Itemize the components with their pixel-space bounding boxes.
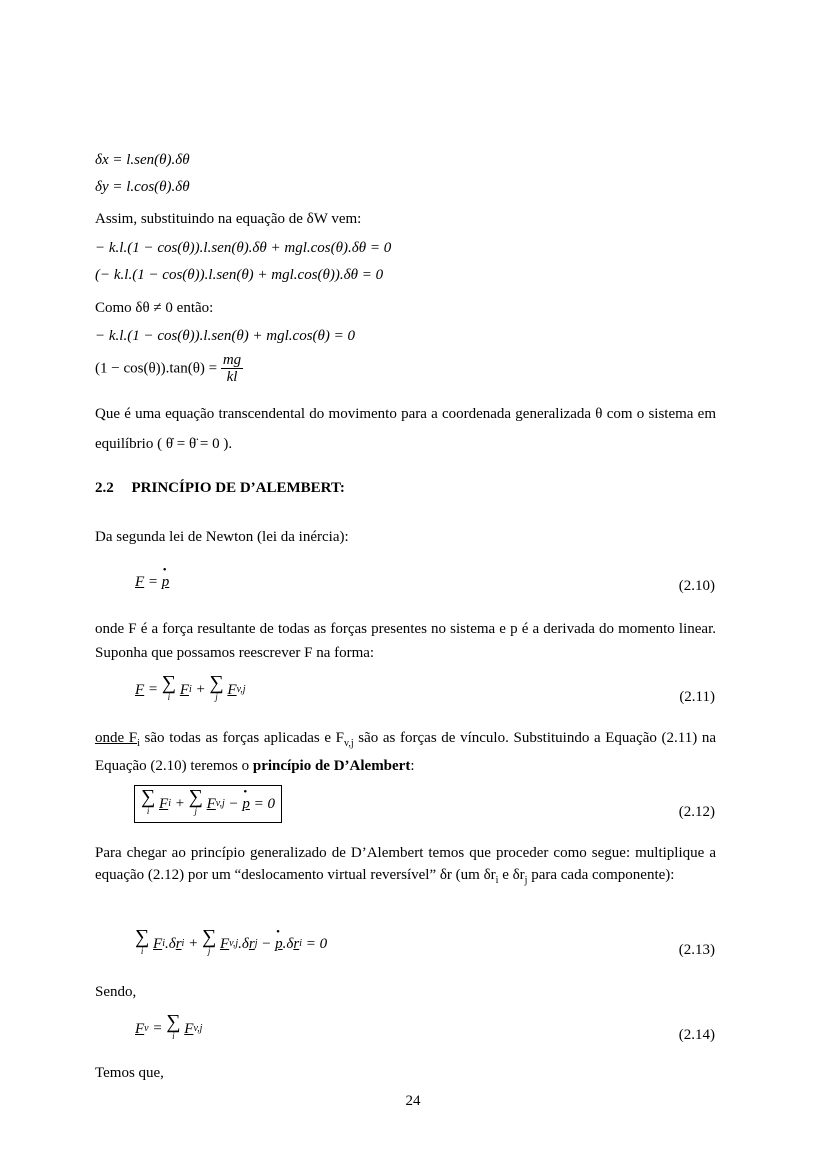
page-number: 24: [405, 1093, 421, 1109]
equation-2-14: Fv = ∑ i Fv,j: [135, 1011, 203, 1041]
paragraph-temos: Temos que,: [95, 1065, 164, 1081]
equation-number-2-11: (2.11): [679, 689, 715, 705]
equation-condition-2: [95, 352, 243, 385]
equation-2-11: F = ∑ i Fi + ∑ j Fv,j: [135, 672, 246, 702]
fraction-denominator: kl: [226, 369, 238, 385]
equation-number-2-12: (2.12): [678, 804, 715, 820]
equation-number-2-10: (2.10): [678, 578, 715, 594]
paragraph-onde-2: onde $F_i$ são todas as forças aplicadas e $F_{v,j}$ são as forças de vínculo. Substituindo a Equação (2.11) na Equação (2.10) teremos o princípio de D’Alembert:: [95, 730, 716, 774]
paragraph-newton: Da segunda lei de Newton (lei da inércia):: [95, 529, 349, 545]
paragraph-para: Para chegar ao princípio generalizado de D’Alembert temos que proceder como segue: multiplique a equação (2.12) por um “deslocamento virtual reversível” δr (um $\delta r_i$ e $\delta r_j$ para cada componente):: [95, 845, 716, 886]
equation-2-10: F = • p: [135, 572, 169, 592]
equation-number-2-14: (2.14): [678, 1027, 715, 1043]
paragraph-onde-1: onde F é a força resultante de todas as forças presentes no sistema e p é a derivada do momento linear. Suponha que possamos reescrever F na forma:: [95, 621, 716, 661]
paragraph-assim: Assim, substituindo na equação de δW vem:: [95, 211, 362, 227]
equation-number-2-13: (2.13): [678, 942, 715, 958]
equation-2-12: ∑ i Fi + ∑ j Fv,j − • p = 0: [134, 785, 282, 823]
equation-dy: δy = l.cos(θ).δθ: [95, 179, 190, 195]
equation-condition-1: − k.l.(1 − cos(θ)).l.sen(θ) + mgl.cos(θ) = 0: [95, 328, 356, 344]
paragraph-como: Como δθ ≠ 0 então:: [95, 300, 214, 316]
paragraph-sendo: Sendo,: [95, 984, 137, 1000]
paragraph-transcendental: Que é uma equação transcendental do movimento para a coordenada generalizada θ com o sistema em equilíbrio ( θ̇ = θ̈ = 0 ).: [95, 406, 716, 452]
heading-title: PRINCÍPIO DE D’ALEMBERT:: [131, 480, 345, 496]
fraction-numerator: mg: [222, 352, 242, 368]
equation-dx: δx = l.sen(θ).δθ: [95, 152, 190, 168]
equation-work-2: (− k.l.(1 − cos(θ)).l.sen(θ) + mgl.cos(θ)).δθ = 0: [95, 267, 384, 283]
equation-condition-2-left: (1 − cos(θ)).tan(θ) =: [95, 360, 218, 377]
section-heading: [95, 480, 345, 497]
fraction-mg-kl: [221, 352, 243, 385]
equation-2-13: ∑ i Fi.δri + ∑ j Fv,j.δrj − • p.δri = 0: [135, 930, 327, 958]
equation-work-1: − k.l.(1 − cos(θ)).l.sen(θ).δθ + mgl.cos(θ).δθ = 0: [95, 240, 392, 256]
heading-number: 2.2: [95, 480, 114, 496]
